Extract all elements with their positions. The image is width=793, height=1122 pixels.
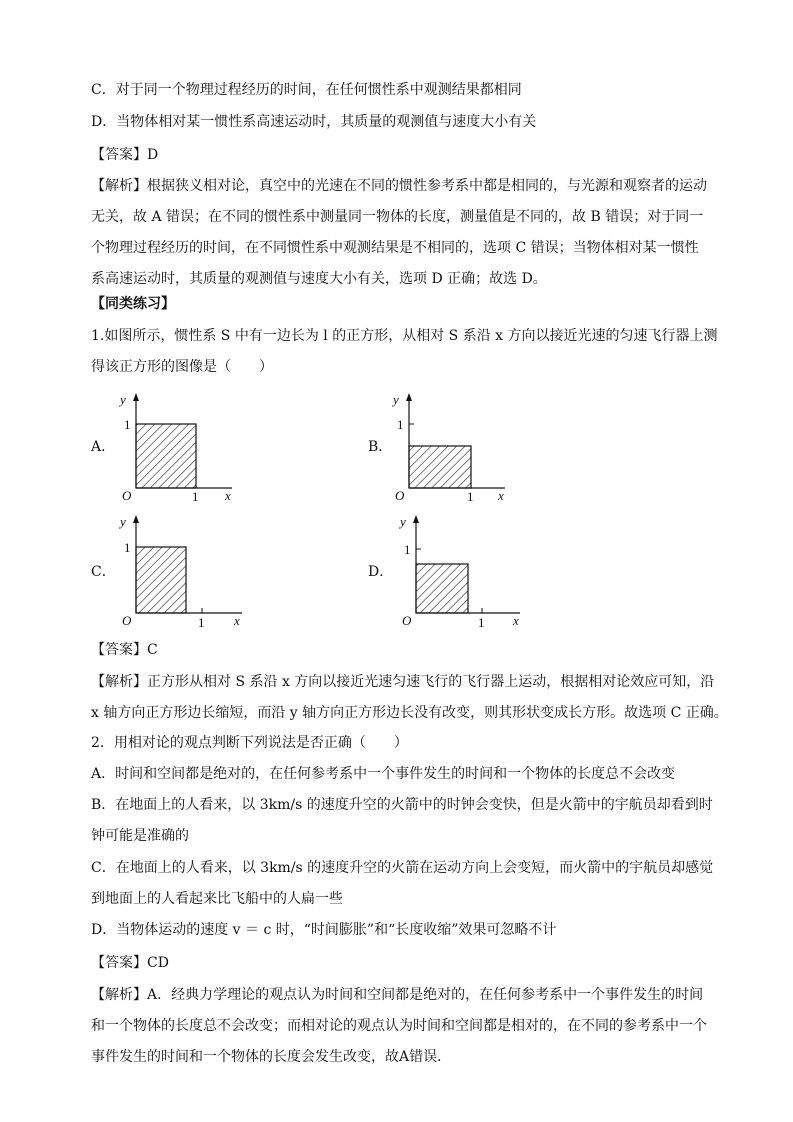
option-c-label: C． (91, 564, 116, 580)
tick-label-y1: 1 (124, 417, 131, 432)
shape-rectangle (136, 547, 186, 613)
figure-c (112, 512, 252, 636)
option-a-label: A． (91, 439, 116, 455)
option-line: C．在地面上的人看来，以 3km/s 的速度升空的火箭在运动方向上会变短，而火箭中的宇航员却感觉 (91, 860, 714, 876)
tick-label-x1: 1 (467, 489, 474, 504)
answer-line: 【答案】D (91, 147, 159, 163)
tick-label-y1: 1 (404, 542, 411, 557)
y-label: y (400, 514, 406, 529)
figure-b (385, 390, 515, 509)
figure-d (385, 512, 530, 636)
option-line: B．在地面上的人看来，以 3km/s 的速度升空的火箭中的时钟会变快，但是火箭中的宇航员却看到时 (91, 797, 713, 813)
text-line: D．当物体相对某一惯性系高速运动时，其质量的观测值与速度大小有关 (91, 114, 537, 130)
y-label: y (393, 392, 399, 407)
origin-label: O (395, 488, 405, 503)
question-line: 得该正方形的图像是（ ） (91, 359, 273, 375)
option-line: 到地面上的人看起来比飞船中的人扁一些 (91, 891, 343, 907)
option-line: D．当物体运动的速度 v ＝ c 时，“时间膨胀”和“长度收缩”效果可忽略不计 (91, 922, 557, 938)
text-line: 【解析】根据狭义相对论，真空中的光速在不同的惯性参考系中都是相同的，与光源和观察者的运动 (91, 178, 707, 194)
text-line: 事件发生的时间和一个物体的长度会发生改变，故A错误． (91, 1049, 452, 1065)
y-arrow-icon (406, 393, 412, 401)
x-label: x (513, 613, 519, 628)
text-line: 个物理过程经历的时间，在不同惯性系中观测结果是不相同的，选项 C 错误；当物体相对某一惯性 (91, 240, 699, 256)
y-arrow-icon (133, 515, 139, 523)
option-b-label: B． (368, 439, 393, 455)
text-line: 和一个物体的长度总不会改变；而相对论的观点认为时间和空间都是相对的，在不同的参考系中一个 (91, 1018, 707, 1034)
option-d-label: D． (368, 564, 394, 580)
y-label: y (120, 514, 126, 529)
tick-label-y1: 1 (397, 417, 404, 432)
tick-label-x1: 1 (198, 615, 205, 630)
y-arrow-icon (413, 515, 419, 523)
tick-label-y1: 1 (124, 540, 131, 555)
section-heading: 【同类练习】 (91, 296, 175, 312)
text-line: x 轴方向正方形边长缩短，而沿 y 轴方向正方形边长没有改变，则其形状变成长方形。故选项 C 正确。 (91, 705, 728, 721)
option-line: A．时间和空间都是绝对的，在任何参考系中一个事件发生的时间和一个物体的长度总不会改变 (91, 766, 676, 782)
x-label: x (225, 488, 231, 503)
origin-label: O (122, 488, 132, 503)
question-line: 2．用相对论的观点判断下列说法是否正确（ ） (91, 735, 408, 751)
text-line: 【解析】正方形从相对 S 系沿 x 方向以接近光速匀速飞行的飞行器上运动，根据相对论效应可知，沿 (91, 674, 715, 690)
origin-label: O (402, 613, 412, 628)
answer-line: 【答案】C (91, 642, 158, 658)
text-line: C．对于同一个物理过程经历的时间，在任何惯性系中观测结果都相同 (91, 82, 522, 98)
text-line: 【解析】A．经典力学理论的观点认为时间和空间都是绝对的，在任何参考系中一个事件发生的时间 (91, 987, 704, 1003)
shape-rectangle (416, 564, 468, 613)
tick-label-x1: 1 (478, 615, 485, 630)
x-label: x (234, 613, 240, 628)
option-line: 钟可能是准确的 (91, 828, 189, 844)
shape-square (136, 424, 196, 488)
text-line: 系高速运动时，其质量的观测值与速度大小有关，选项 D 正确；故选 D。 (91, 271, 547, 287)
text-line: 无关，故 A 错误；在不同的惯性系中测量同一物体的长度，测量值是不同的，故 B 错误；对于同一 (91, 209, 704, 225)
shape-rectangle (409, 446, 471, 488)
tick-label-x1: 1 (192, 489, 199, 504)
question-line: 1.如图所示，惯性系 S 中有一边长为 l 的正方形，从相对 S 系沿 x 方向以接近光速的匀速飞行器上测 (91, 328, 718, 344)
y-arrow-icon (133, 393, 139, 401)
y-label: y (120, 392, 126, 407)
x-label: x (498, 488, 504, 503)
answer-line: 【答案】CD (91, 955, 169, 971)
figure-a (112, 390, 242, 509)
origin-label: O (122, 613, 132, 628)
